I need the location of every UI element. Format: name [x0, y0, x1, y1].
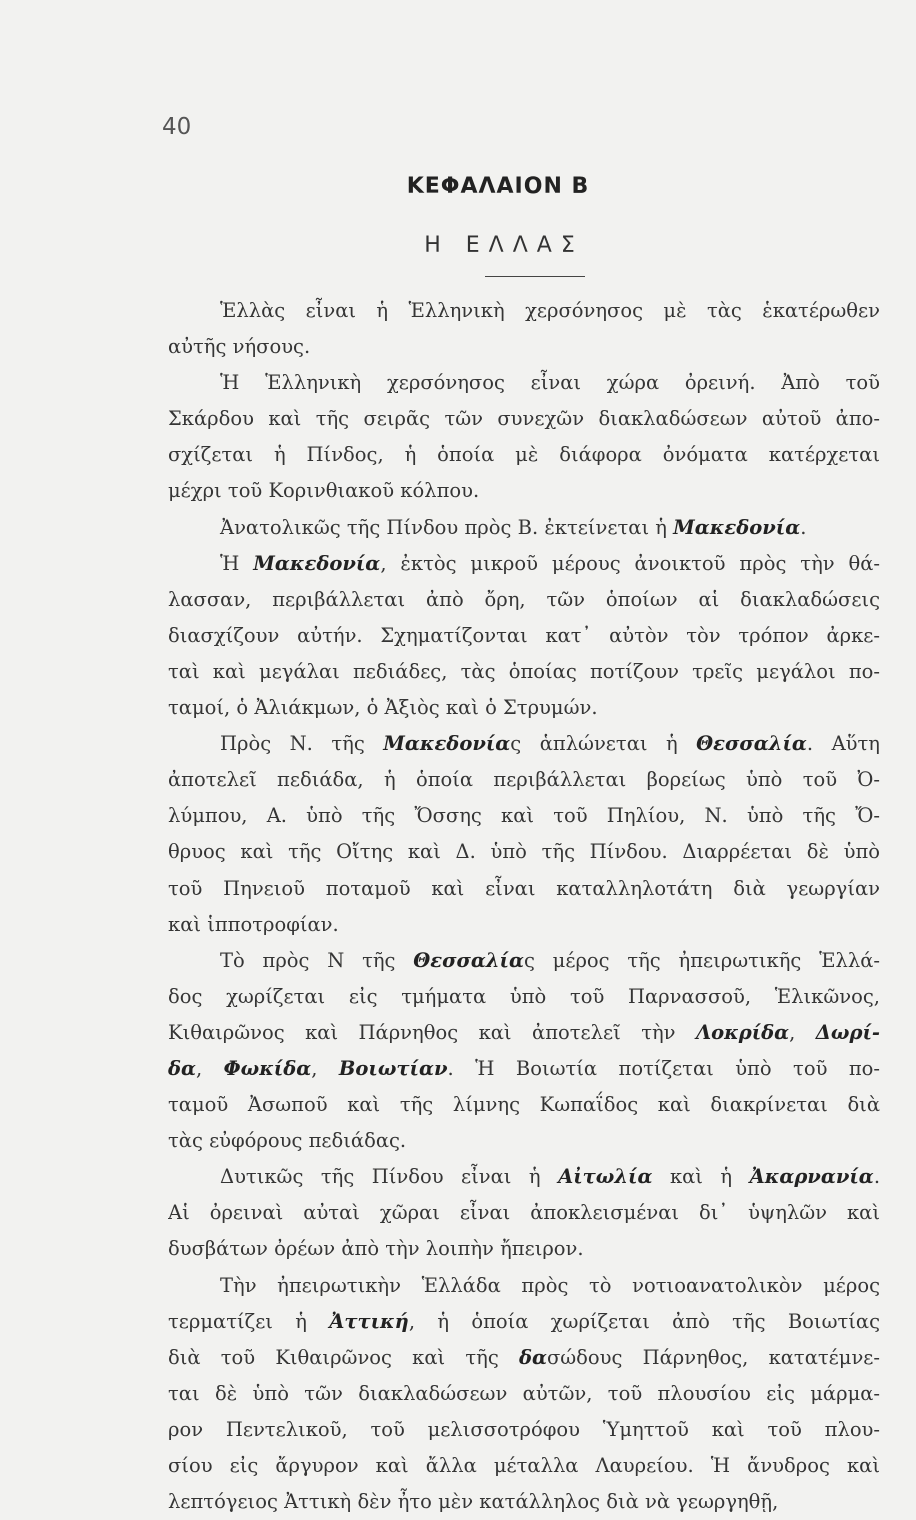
- text-line: Ἀνατολικῶς τῆς Πίνδου πρὸς Β. ἐκτείνεται ἡ Μακεδονία.: [220, 515, 807, 539]
- emphasized-term: Δωρί-: [815, 1020, 880, 1044]
- text-line: Δυτικῶς τῆς Πίνδου εἶναι ἡ Αἰτωλία καὶ ἡ Ἀκαρνανία.: [220, 1165, 880, 1189]
- body-text: [168, 293, 880, 1520]
- emphasized-term: Θεσσαλία: [413, 948, 524, 972]
- emphasized-term: Ἀττική: [329, 1309, 409, 1333]
- emphasized-term: Μακεδονία: [673, 515, 801, 539]
- text-line: τερματίζει ἡ Ἀττική, ἡ ὁποία χωρίζεται ἀπὸ τῆς Βοιωτίας: [168, 1309, 880, 1333]
- paragraph: [168, 1268, 880, 1520]
- text-line: Αἱ ὀρειναὶ αὐταὶ χῶραι εἶναι ἀποκλεισμέναι δι᾽ ὑψηλῶν καὶ: [168, 1201, 880, 1225]
- emphasized-term: Μακεδονία: [253, 551, 381, 575]
- text-line: καὶ ἱπποτροφίαν.: [168, 912, 339, 936]
- text-line: τοῦ Πηνειοῦ ποταμοῦ καὶ εἶναι καταλληλοτάτη διὰ γεωργίαν: [168, 876, 880, 900]
- text-line: δυσβάτων ὀρέων ἀπὸ τὴν λοιπὴν ἤπειρον.: [168, 1237, 584, 1261]
- emphasized-term: Θεσσαλία: [696, 732, 807, 756]
- text-line: αὐτῆς νήσους.: [168, 335, 311, 359]
- text-line: μέχρι τοῦ Κορινθιακοῦ κόλπου.: [168, 479, 480, 503]
- text-line: ρον Πεντελικοῦ, τοῦ μελισσοτρόφου Ὑμηττοῦ καὶ τοῦ πλου-: [168, 1417, 880, 1441]
- text-line: Ἡ Ἑλληνικὴ χερσόνησος εἶναι χώρα ὀρεινή. Ἀπὸ τοῦ: [220, 371, 880, 395]
- paragraph: [168, 1159, 880, 1267]
- emphasized-term: Λοκρίδα: [695, 1020, 790, 1044]
- paragraph: [168, 365, 880, 509]
- emphasized-term: Μακεδονία: [383, 732, 511, 756]
- text-line: διασχίζουν αὐτήν. Σχηματίζονται κατ᾽ αὐτὸν τὸν τρόπον ἀρκε-: [168, 623, 880, 647]
- text-line: λύμπου, Α. ὑπὸ τῆς Ὄσσης καὶ τοῦ Πηλίου, Ν. ὑπὸ τῆς Ὄ-: [168, 804, 880, 828]
- text-line: λεπτόγειος Ἀττικὴ δὲν ἦτο μὲν κατάλληλος διὰ νὰ γεωργηθῇ,: [168, 1490, 779, 1514]
- emphasized-term: δα: [168, 1056, 197, 1080]
- text-line: τὰς εὐφόρους πεδιάδας.: [168, 1129, 407, 1153]
- page-number: 40: [162, 114, 192, 140]
- title-divider: [485, 276, 585, 277]
- text-line: Πρὸς Ν. τῆς Μακεδονίας ἁπλώνεται ἡ Θεσσαλία. Αὕτη: [220, 732, 880, 756]
- paragraph: [168, 293, 880, 365]
- text-line: θρυος καὶ τῆς Οἴτης καὶ Δ. ὑπὸ τῆς Πίνδου. Διαρρέεται δὲ ὑπὸ: [168, 840, 880, 864]
- section-title: Η ΕΛΛΑΣ: [424, 233, 584, 258]
- text-line: Σκάρδου καὶ τῆς σειρᾶς τῶν συνεχῶν διακλαδώσεων αὐτοῦ ἀπο-: [168, 407, 880, 431]
- emphasized-term: δα: [518, 1345, 547, 1369]
- text-line: Κιθαιρῶνος καὶ Πάρνηθος καὶ ἀποτελεῖ τὴν Λοκρίδα, Δωρί-: [168, 1020, 880, 1044]
- paragraph: [168, 510, 880, 546]
- emphasized-term: Βοιωτίαν: [338, 1056, 448, 1080]
- text-line: ταὶ καὶ μεγάλαι πεδιάδες, τὰς ὁποίας ποτίζουν τρεῖς μεγάλοι πο-: [168, 659, 880, 683]
- text-line: ταμοῦ Ἀσωποῦ καὶ τῆς λίμνης Κωπαΐδος καὶ διακρίνεται διὰ: [168, 1093, 880, 1117]
- text-line: σίου εἰς ἄργυρον καὶ ἄλλα μέταλλα Λαυρείου. Ἡ ἄνυδρος καὶ: [168, 1454, 880, 1477]
- emphasized-term: Ἀκαρνανία: [749, 1165, 874, 1189]
- text-line: ται δὲ ὑπὸ τῶν διακλαδώσεων αὐτῶν, τοῦ πλουσίου εἰς μάρμα-: [168, 1381, 880, 1405]
- text-line: σχίζεται ἡ Πίνδος, ἡ ὁποία μὲ διάφορα ὀνόματα κατέρχεται: [168, 443, 880, 467]
- text-line: Ἑλλὰς εἶναι ἡ Ἑλληνικὴ χερσόνησος μὲ τὰς ἑκατέρωθεν: [220, 299, 880, 322]
- paragraph: [168, 546, 880, 726]
- text-line: ἀποτελεῖ πεδιάδα, ἡ ὁποία περιβάλλεται βορείως ὑπὸ τοῦ Ὀ-: [168, 768, 880, 792]
- text-line: διὰ τοῦ Κιθαιρῶνος καὶ τῆς δασώδους Πάρνηθος, κατατέμνε-: [168, 1345, 880, 1369]
- emphasized-term: Φωκίδα: [223, 1056, 312, 1080]
- text-line: δα, Φωκίδα, Βοιωτίαν. Ἡ Βοιωτία ποτίζεται ὑπὸ τοῦ πο-: [168, 1056, 880, 1080]
- text-line: λασσαν, περιβάλλεται ἀπὸ ὄρη, τῶν ὁποίων αἱ διακλαδώσεις: [168, 587, 880, 611]
- paragraph: [168, 943, 880, 1160]
- text-line: Τὴν ἠπειρωτικὴν Ἑλλάδα πρὸς τὸ νοτιοανατολικὸν μέρος: [220, 1273, 880, 1297]
- text-line: ταμοί, ὁ Ἀλιάκμων, ὁ Ἀξιὸς καὶ ὁ Στρυμών.: [168, 696, 598, 720]
- text-line: Τὸ πρὸς Ν τῆς Θεσσαλίας μέρος τῆς ἠπειρωτικῆς Ἑλλά-: [220, 948, 880, 972]
- text-line: δος χωρίζεται εἰς τμήματα ὑπὸ τοῦ Παρνασσοῦ, Ἑλικῶνος,: [168, 984, 880, 1008]
- text-line: Ἡ Μακεδονία, ἐκτὸς μικροῦ μέρους ἀνοικτοῦ πρὸς τὴν θά-: [220, 551, 880, 575]
- chapter-heading: ΚΕΦΑΛΑΙΟΝ Β: [406, 174, 590, 199]
- emphasized-term: Αἰτωλία: [558, 1165, 653, 1189]
- paragraph: [168, 726, 880, 943]
